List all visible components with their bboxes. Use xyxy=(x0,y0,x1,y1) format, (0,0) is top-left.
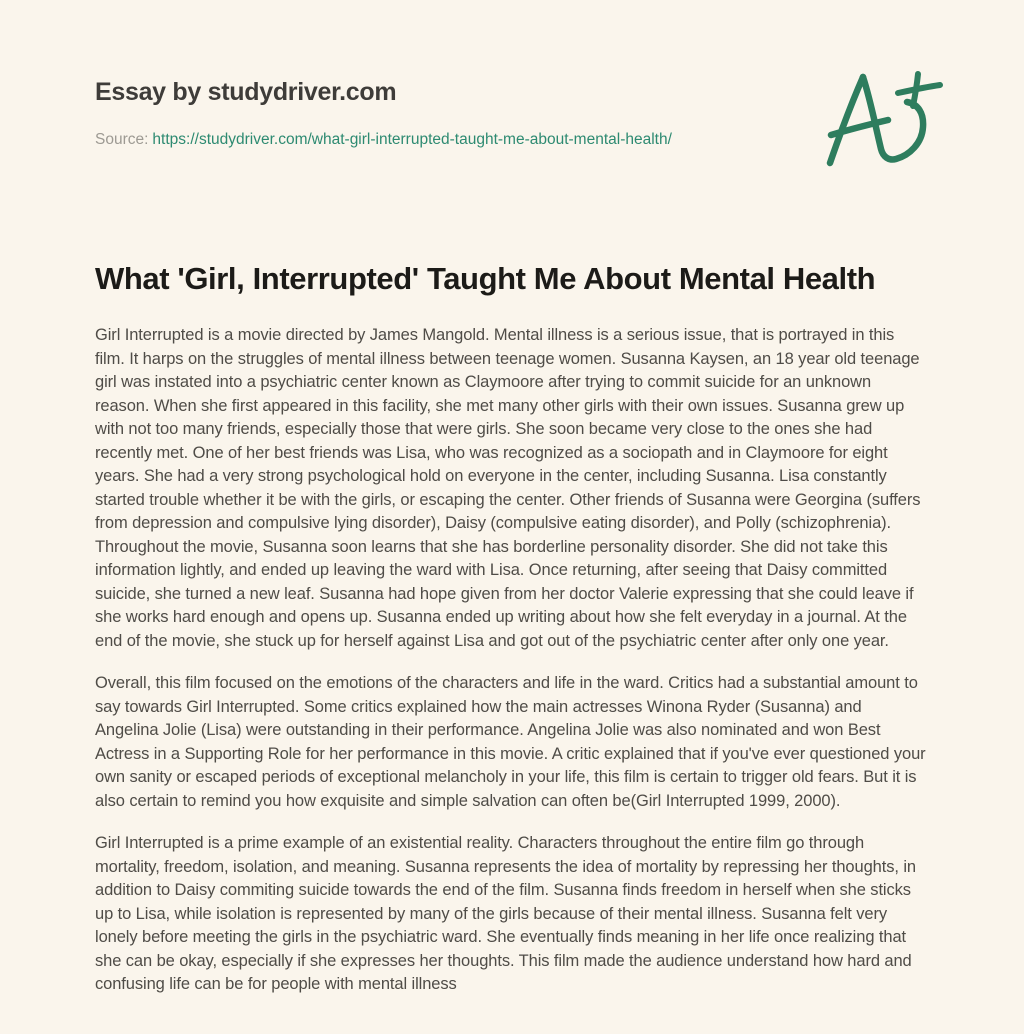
source-link[interactable]: https://studydriver.com/what-girl-interrupted-taught-me-about-mental-health/ xyxy=(152,131,672,148)
essay-title: What 'Girl, Interrupted' Taught Me About Mental Health xyxy=(95,261,876,296)
source-label: Source: xyxy=(95,131,149,148)
essay-body xyxy=(95,324,929,997)
studydriver-logo xyxy=(825,64,943,168)
essay-paragraph-2: Overall, this film focused on the emotions of the characters and life in the ward. Critics had a substantial amount to say towards Girl Interrupted. Some critics explained how the main actresses Winona Ryder (Susanna) and Angelina Jolie (Lisa) were outstanding in their performance. Angelina Jolie was also nominated and won Best Actress in a Supporting Role for her performance in this movie. A critic explained that if you've ever questioned your own sanity or escaped periods of exceptional melancholy in your life, this film is certain to trigger old fears. But it is also certain to remind you how exquisite and simple salvation can often be(Girl Interrupted 1999, 2000). xyxy=(95,674,926,810)
essay-paragraph-3: Girl Interrupted is a prime example of an existential reality. Characters throughout the entire film go through mortality, freedom, isolation, and meaning. Susanna represents the idea of mortality by repressing her thoughts, in addition to Daisy commiting suicide towards the end of the film. Susanna finds freedom in herself when she sticks up to Lisa, while isolation is represented by many of the girls because of their mental illness. Susanna felt very lonely before meeting the girls in the psychiatric ward. She eventually finds meaning in her life once realizing that she can be okay, especially if she expresses her thoughts. This film made the audience understand how hard and confusing life can be for people with mental illness xyxy=(95,834,916,993)
essay-content xyxy=(95,261,929,997)
essay-by-heading: Essay by studydriver.com xyxy=(95,78,397,106)
source-line xyxy=(95,131,929,149)
document-header xyxy=(95,78,929,149)
a-plus-icon xyxy=(825,64,943,168)
essay-paragraph-1: Girl Interrupted is a movie directed by James Mangold. Mental illness is a serious issue, that is portrayed in this film. It harps on the struggles of mental illness between teenage women. Susanna Kaysen, an 18 year old teenage girl was instated into a psychiatric center known as Claymoore after trying to commit suicide for an unknown reason. When she first appeared in this facility, she met many other girls with their own issues. Susanna grew up with not too many friends, especially those that were girls. She soon became very close to the ones she had recently met. One of her best friends was Lisa, who was recognized as a sociopath and in Claymoore for eight years. She had a very strong psychological hold on everyone in the center, including Susanna. Lisa constantly started trouble whether it be with the girls, or escaping the center. Other friends of Susanna were Georgina (suffers from depression and compulsive lying disorder), Daisy (compulsive eating disorder), and Polly (schizophrenia). Throughout the movie, Susanna soon learns that she has borderline personality disorder. She did not take this information lightly, and ended up leaving the ward with Lisa. Once returning, after seeing that Daisy committed suicide, she turned a new leaf. Susanna had hope given from her doctor Valerie expressing that she could leave if she works hard enough and opens up. Susanna ended up writing about how she felt everyday in a journal. At the end of the movie, she stuck up for herself against Lisa and got out of the psychiatric center after only one year. xyxy=(95,326,921,650)
